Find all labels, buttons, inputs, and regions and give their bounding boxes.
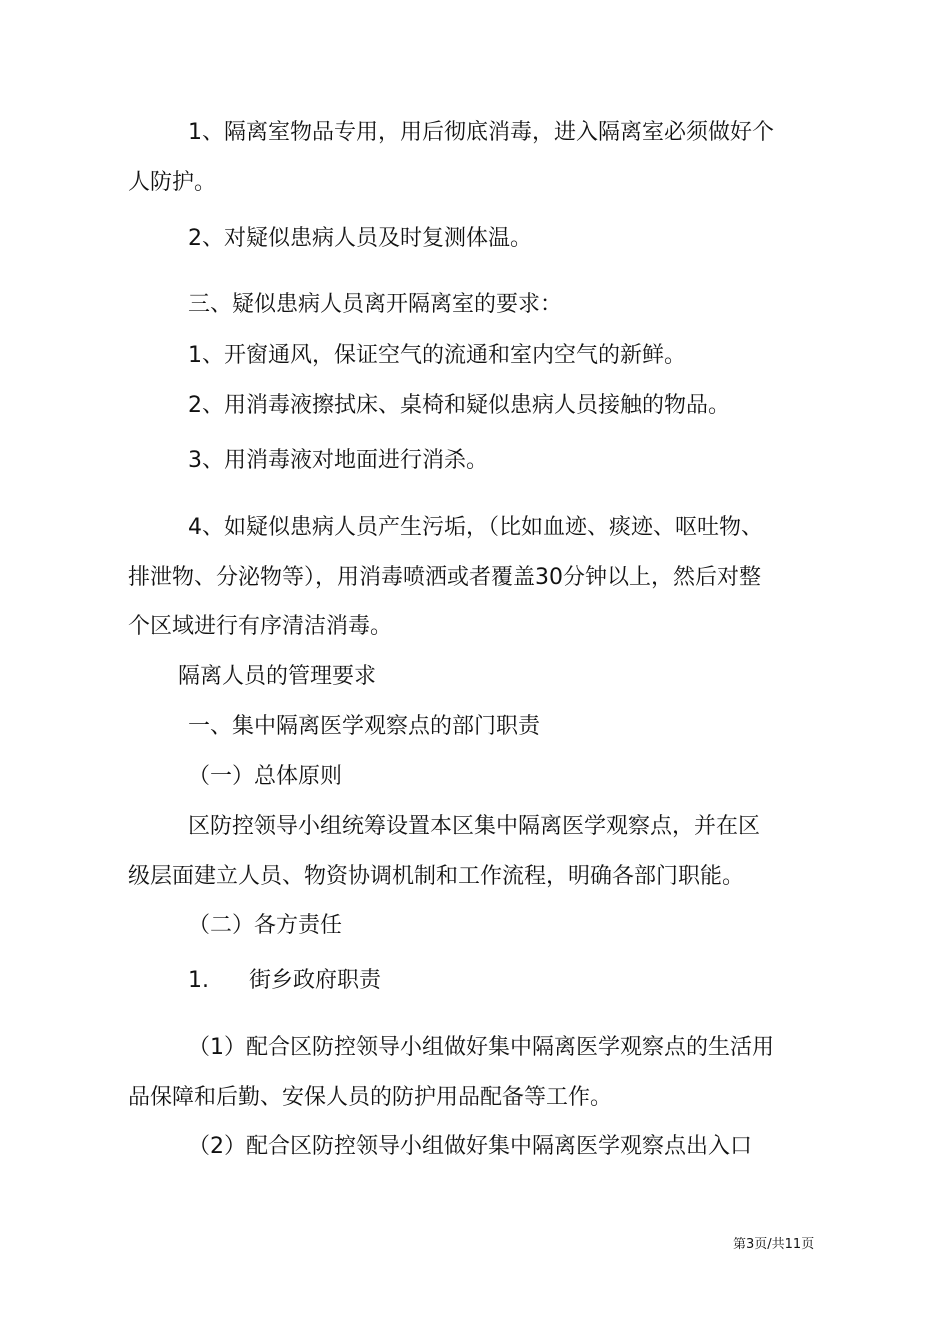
subsection-heading: （一）总体原则	[188, 764, 343, 789]
list-item-heading	[188, 966, 381, 996]
paragraph-line: （1）配合区防控领导小组做好集中隔离医学观察点的生活用	[188, 1035, 774, 1060]
paragraph-line: 区防控领导小组统筹设置本区集中隔离医学观察点，并在区	[188, 814, 761, 839]
paragraph-line: 1、隔离室物品专用，用后彻底消毒，进入隔离室必须做好个	[188, 120, 774, 145]
paragraph-line: 4、如疑似患病人员产生污垢，（比如血迹、痰迹、呕吐物、	[188, 515, 763, 540]
paragraph-line: 个区域进行有序清洁消毒。	[128, 614, 393, 639]
paragraph-line: 级层面建立人员、物资协调机制和工作流程，明确各部门职能。	[128, 864, 745, 889]
section-heading: 三、疑似患病人员离开隔离室的要求：	[188, 292, 563, 317]
page-number-footer: 第3页/共11页	[733, 1237, 815, 1252]
subsection-heading: （二）各方责任	[188, 913, 343, 938]
paragraph-line: （2）配合区防控领导小组做好集中隔离医学观察点出入口	[188, 1134, 752, 1159]
paragraph-line: 2、用消毒液擦拭床、桌椅和疑似患病人员接触的物品。	[188, 393, 730, 418]
list-item-number: 1.	[188, 968, 209, 993]
list-item-title: 街乡政府职责	[249, 968, 382, 993]
paragraph-line: 人防护。	[128, 170, 217, 195]
section-heading: 一、集中隔离医学观察点的部门职责	[188, 714, 541, 739]
paragraph-line: 3、用消毒液对地面进行消杀。	[188, 448, 488, 473]
section-heading: 隔离人员的管理要求	[178, 664, 377, 689]
paragraph-line: 品保障和后勤、安保人员的防护用品配备等工作。	[128, 1085, 613, 1110]
paragraph-line: 2、对疑似患病人员及时复测体温。	[188, 226, 532, 251]
paragraph-line: 排泄物、分泌物等），用消毒喷洒或者覆盖30分钟以上，然后对整	[128, 565, 761, 590]
paragraph-line: 1、开窗通风，保证空气的流通和室内空气的新鲜。	[188, 343, 686, 368]
